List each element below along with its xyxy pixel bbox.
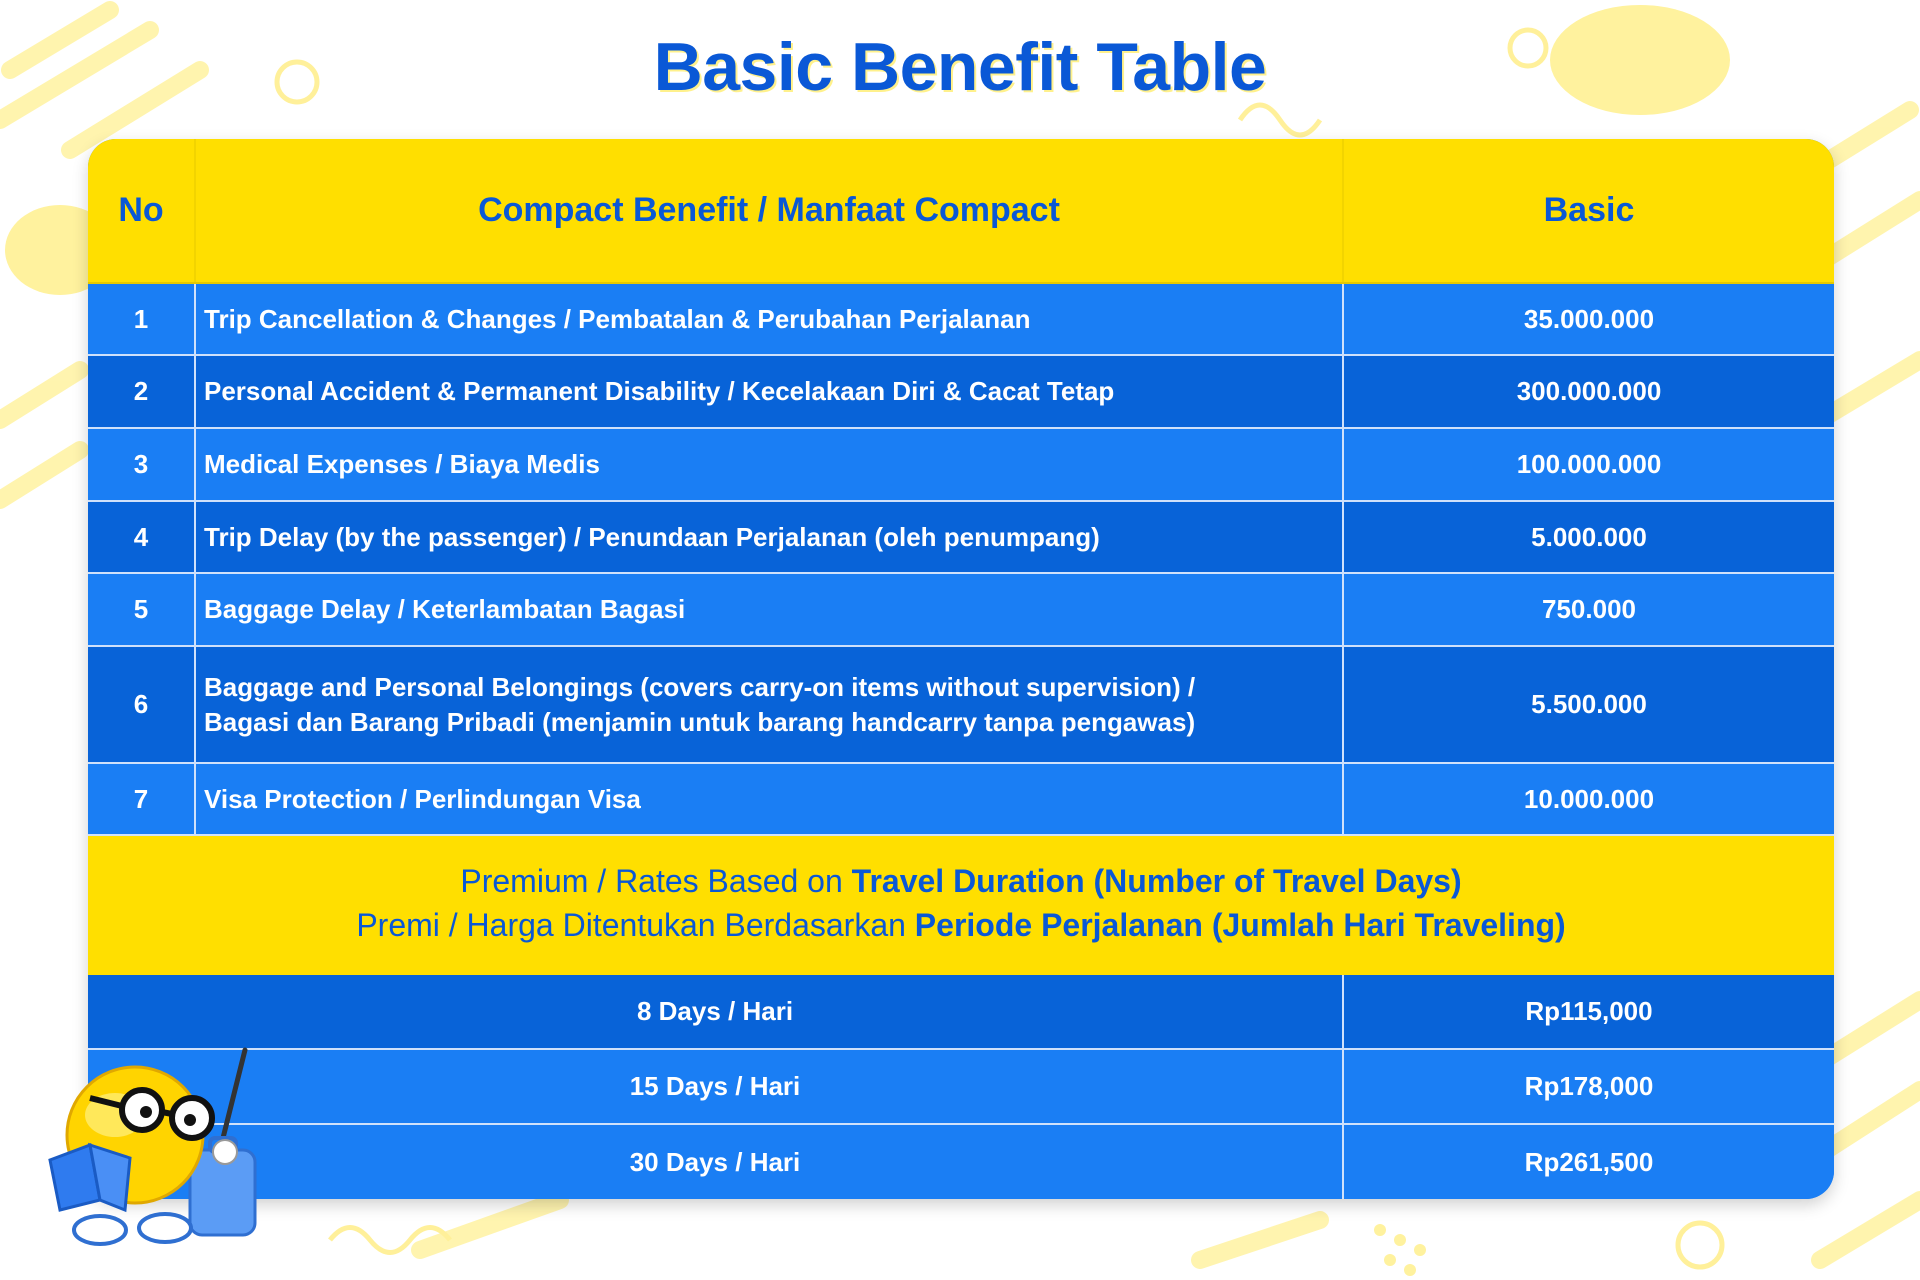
table-row (88, 356, 1834, 429)
row-benefit-line: Baggage and Personal Belongings (covers carry-on items without supervision) / (204, 671, 1196, 702)
table-row (88, 502, 1834, 574)
row-value: 10.000.000 (1523, 783, 1655, 814)
rate-duration: 30 Days / Hari (88, 1125, 1344, 1199)
table-header (88, 139, 1834, 284)
row-number: 1 (88, 284, 196, 354)
header-no: No (88, 139, 196, 282)
row-number: 3 (88, 429, 196, 500)
rate-row (88, 1050, 1834, 1125)
row-value: 5.000.000 (1531, 521, 1647, 552)
rate-price: Rp178,000 (1524, 1071, 1654, 1101)
row-benefit (196, 647, 1344, 762)
rate-duration: 15 Days / Hari (88, 1050, 1344, 1123)
premium-line-text: Premium / Rates Based on (460, 863, 852, 899)
row-number: 7 (88, 764, 196, 834)
header-plan: Basic (1543, 191, 1635, 229)
premium-line-highlight: Periode Perjalanan (Jumlah Hari Traveling) (914, 907, 1566, 943)
premium-line-text: Premi / Harga Ditentukan Berdasarkan (356, 907, 915, 943)
row-number: 5 (88, 574, 196, 645)
row-value: 100.000.000 (1516, 449, 1662, 479)
header-benefit: Compact Benefit / Manfaat Compact (196, 139, 1344, 282)
row-number: 4 (88, 502, 196, 572)
row-benefit: Visa Protection / Perlindungan Visa (196, 764, 1344, 834)
rate-row (88, 975, 1834, 1050)
rate-row (88, 1125, 1834, 1199)
premium-line-highlight: Travel Duration (Number of Travel Days) (851, 863, 1462, 899)
table-row (88, 429, 1834, 502)
row-benefit: Personal Accident & Permanent Disability / Kecelakaan Diri & Cacat Tetap (196, 356, 1344, 427)
row-value: 300.000.000 (1516, 376, 1662, 406)
row-benefit: Medical Expenses / Biaya Medis (196, 429, 1344, 500)
premium-banner (88, 836, 1834, 975)
row-benefit: Trip Delay (by the passenger) / Penundaan Perjalanan (oleh penumpang) (196, 502, 1344, 572)
row-value: 5.500.000 (1531, 689, 1647, 719)
mascot-icon (30, 1040, 270, 1250)
row-benefit: Trip Cancellation & Changes / Pembatalan & Perubahan Perjalanan (196, 284, 1344, 354)
row-benefit-line: Bagasi dan Barang Pribadi (menjamin untuk barang handcarry tanpa pengawas) (204, 706, 1196, 737)
row-benefit: Baggage Delay / Keterlambatan Bagasi (196, 574, 1344, 645)
premium-line-indonesian (88, 903, 1834, 947)
row-value: 750.000 (1542, 594, 1636, 624)
row-number: 2 (88, 356, 196, 427)
rate-price: Rp261,500 (1524, 1146, 1654, 1177)
page-title: Basic Benefit Table (653, 29, 1267, 105)
table-row (88, 647, 1834, 764)
row-value: 35.000.000 (1523, 303, 1655, 334)
benefit-table (88, 139, 1834, 1199)
table-row (88, 574, 1834, 647)
table-row (88, 764, 1834, 836)
table-row (88, 284, 1834, 356)
premium-line-english (88, 859, 1834, 903)
rate-duration: 8 Days / Hari (88, 975, 1344, 1048)
rate-price: Rp115,000 (1525, 996, 1653, 1026)
row-number: 6 (88, 647, 196, 762)
